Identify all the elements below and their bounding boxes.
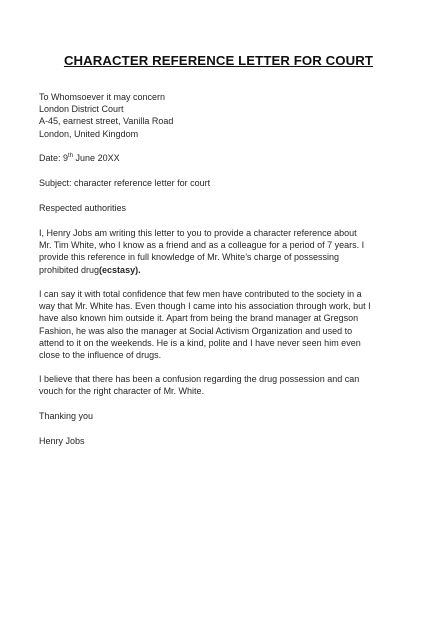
paragraph-line: attend to it on the weekends. He is a kind, polite and I have never seen him even bbox=[39, 337, 361, 348]
date-prefix: Date: 9 bbox=[39, 153, 69, 163]
date-rest: June 20XX bbox=[73, 153, 120, 163]
drug-name-bold: (ecstasy). bbox=[99, 264, 141, 275]
address-line: London District Court bbox=[39, 104, 124, 115]
letter-subject: Subject: character reference letter for court bbox=[39, 178, 211, 188]
paragraph-2 bbox=[39, 288, 401, 361]
paragraph-line: close to the influence of drugs. bbox=[39, 350, 162, 361]
recipient-address bbox=[39, 91, 401, 140]
letter-closing: Thanking you bbox=[39, 411, 94, 421]
address-line: A-45, earnest street, Vanilla Road bbox=[39, 116, 174, 127]
address-line: To Whomsoever it may concern bbox=[39, 92, 166, 102]
letter-date bbox=[39, 152, 401, 164]
paragraph-line: I believe that there has been a confusion regarding the drug possession and can bbox=[39, 374, 360, 384]
address-line: London, United Kingdom bbox=[39, 128, 139, 139]
paragraph-line: I can say it with total confidence that few men have contributed to the society in a bbox=[39, 289, 362, 299]
paragraph-line: I, Henry Jobs am writing this letter to you to provide a character reference about bbox=[39, 228, 357, 238]
paragraph-3 bbox=[39, 373, 401, 397]
paragraph-1 bbox=[39, 227, 401, 276]
date-suffix: th bbox=[68, 153, 74, 159]
paragraph-line: provide this reference in full knowledge of Mr. White’s charge of possessing bbox=[39, 252, 339, 263]
paragraph-line: vouch for the right character of Mr. White. bbox=[39, 386, 205, 397]
paragraph-line: way that Mr. White has. Even though I came into his association through work, but I bbox=[39, 301, 371, 312]
letter-signature: Henry Jobs bbox=[39, 436, 85, 446]
paragraph-line: Fashion, he was also the manager at Social Activism Organization and used to bbox=[39, 325, 353, 336]
letter-salutation: Respected authorities bbox=[39, 203, 127, 213]
letter-title: CHARACTER REFERENCE LETTER FOR COURT bbox=[63, 53, 374, 68]
paragraph-line: have also known him outside it. Apart from being the brand manager at Gregson bbox=[39, 313, 359, 324]
paragraph-line: prohibited drug bbox=[39, 264, 100, 275]
paragraph-line: Mr. Tim White, who I know as a friend and as a colleague for a period of 7 years. I bbox=[39, 240, 365, 251]
